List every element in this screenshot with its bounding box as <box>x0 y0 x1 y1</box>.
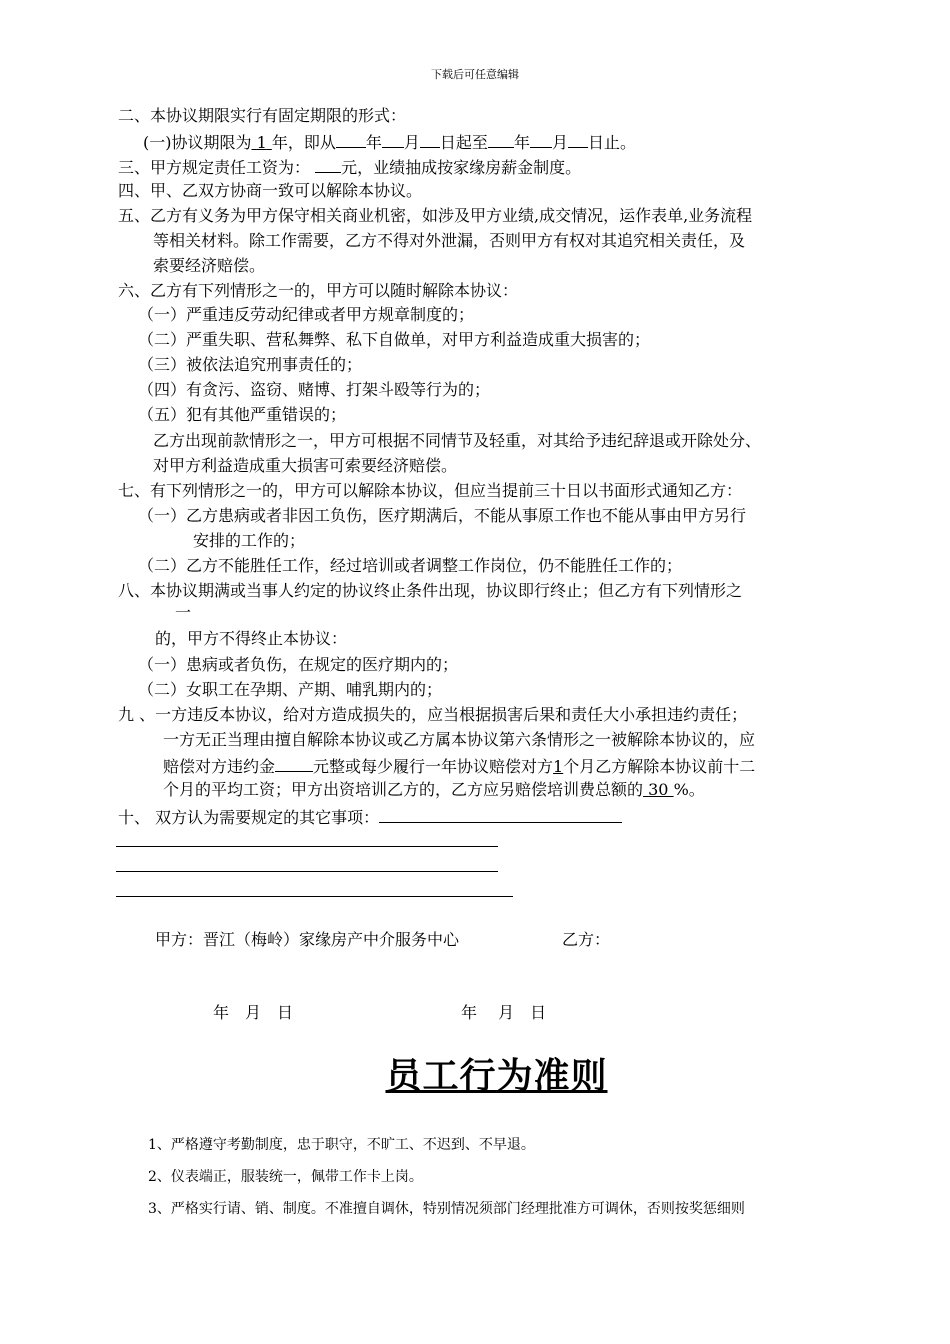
clause-7-item-2: （二）乙方不能胜任工作，经过培训或者调整工作岗位，仍不能胜任工作的； <box>138 556 683 575</box>
clause-2-term <box>143 131 636 153</box>
clause-5-line-1: 五、乙方有义务为甲方保守相关商业机密，如涉及甲方业绩,成交情况，运作表单,业务流程 <box>118 206 753 225</box>
clause-4: 四、甲、乙双方协商一致可以解除本协议。 <box>118 181 423 200</box>
training-label: 个月的平均工资；甲方出资培训乙方的，乙方应另赔偿培训费总额的 <box>163 780 644 799</box>
clause-6-note-1: 乙方出现前款情形之一，甲方可根据不同情节及轻重，对其给予违纪辞退或开除处分、 <box>153 431 762 450</box>
clause-8-item-2: （二）女职工在孕期、产期、哺乳期内的； <box>138 680 443 699</box>
month-label-2: 月 <box>551 133 568 152</box>
wage-blank <box>315 156 341 173</box>
rule-item-2: 2、仪表端正，服装统一，佩带工作卡上岗。 <box>148 1169 423 1185</box>
day-label: 日起至 <box>439 133 488 152</box>
party-a-date: 年 月 日 <box>213 1003 294 1022</box>
clause-6-item-4: （四）有贪污、盗窃、赌博、打架斗殴等行为的； <box>138 380 491 399</box>
clause-8-line-1: 八、本协议期满或当事人约定的协议终止条件出现，协议即行终止；但乙方有下列情形之 <box>118 581 743 600</box>
clause-3 <box>118 156 581 178</box>
rule-item-1: 1、严格遵守考勤制度，忠于职守，不旷工、不迟到、不早退。 <box>148 1137 535 1153</box>
training-percent: 30 <box>648 780 669 799</box>
clause-6-item-2: （二）严重失职、营私舞弊、私下自做单，对甲方利益造成重大损害的； <box>138 330 651 349</box>
penalty-suffix: 个月乙方解除本协议前十二 <box>563 757 756 776</box>
page-header: 下载后可任意编辑 <box>431 68 519 81</box>
clause-2: 二、本协议期限实行有固定期限的形式： <box>118 106 407 125</box>
clause-9-line-4 <box>163 780 705 800</box>
party-b-date: 年 月 日 <box>461 1003 547 1022</box>
clause-9-line-3 <box>163 755 755 777</box>
party-a-signature: 甲方：晋江（梅岭）家缘房产中介服务中心 <box>155 930 460 949</box>
term-from: 年，即从 <box>271 133 336 152</box>
clause-6-note-2: 对甲方利益造成重大损害可索要经济赔偿。 <box>153 456 458 475</box>
clause-6: 六、乙方有下列情形之一的，甲方可以随时解除本协议： <box>118 281 519 300</box>
party-b-signature: 乙方： <box>562 930 611 949</box>
clause-8-line-2: 一 <box>175 603 192 622</box>
clause-8-item-1: （一）患病或者负伤，在规定的医疗期内的； <box>138 655 459 674</box>
term-years: 1 <box>256 133 267 152</box>
month-label: 月 <box>403 133 420 152</box>
clause-9-line-2: 一方无正当理由擅自解除本协议或乙方属本协议第六条情形之一被解除本协议的，应 <box>163 730 756 749</box>
wage-suffix: 元，业绩抽成按家缘房薪金制度。 <box>341 158 582 177</box>
end-year-blank <box>488 131 514 148</box>
end-day-blank <box>568 131 588 148</box>
clause-7: 七、有下列情形之一的，甲方可以解除本协议，但应当提前三十日以书面形式通知乙方： <box>118 481 743 500</box>
clause-5-line-2: 等相关材料。除工作需要，乙方不得对外泄漏，否则甲方有权对其追究相关责任，及 <box>153 231 746 250</box>
start-day-blank <box>420 131 440 148</box>
end-month-blank <box>530 131 552 148</box>
term-end: 日止。 <box>587 133 636 152</box>
blank-line-3 <box>116 896 513 897</box>
clause-7-item-1b: 安排的工作的； <box>193 531 306 550</box>
clause-6-item-5: （五）犯有其他严重错误的； <box>138 405 347 424</box>
penalty-blank <box>275 755 313 772</box>
rule-item-3: 3、严格实行请、销、制度。不准擅自调休，特别情况须部门经理批准方可调休，否则按奖惩细则 <box>148 1201 745 1217</box>
rules-title: 员工行为准则 <box>385 1055 608 1097</box>
start-month-blank <box>382 131 404 148</box>
term-label: (一)协议期限为 <box>143 133 252 152</box>
wage-label: 三、甲方规定责任工资为： <box>118 158 311 177</box>
training-suffix: %。 <box>673 780 705 799</box>
other-matters-blank <box>379 806 622 823</box>
clause-6-item-3: （三）被依法追究刑事责任的； <box>138 355 363 374</box>
penalty-months: 1 <box>553 757 564 776</box>
clause-9-line-1: 九 、一方违反本协议，给对方造成损失的，应当根据损害后果和责任大小承担违约责任； <box>118 705 748 724</box>
other-matters-label: 十、 双方认为需要规定的其它事项： <box>118 808 380 827</box>
blank-line-1 <box>116 846 498 847</box>
clause-8-line-3: 的，甲方不得终止本协议： <box>155 629 348 648</box>
blank-line-2 <box>116 871 498 872</box>
clause-10 <box>118 806 622 828</box>
penalty-label: 赔偿对方违约金 <box>163 757 276 776</box>
year-label-2: 年 <box>513 133 530 152</box>
clause-6-item-1: （一）严重违反劳动纪律或者甲方规章制度的； <box>138 305 475 324</box>
clause-5-line-3: 索要经济赔偿。 <box>153 256 266 275</box>
penalty-text: 元整或每少履行一年协议赔偿对方 <box>313 757 554 776</box>
start-year-blank <box>336 131 366 148</box>
year-label: 年 <box>365 133 382 152</box>
clause-7-item-1a: （一）乙方患病或者非因工负伤，医疗期满后，不能从事原工作也不能从事由甲方另行 <box>138 506 747 525</box>
